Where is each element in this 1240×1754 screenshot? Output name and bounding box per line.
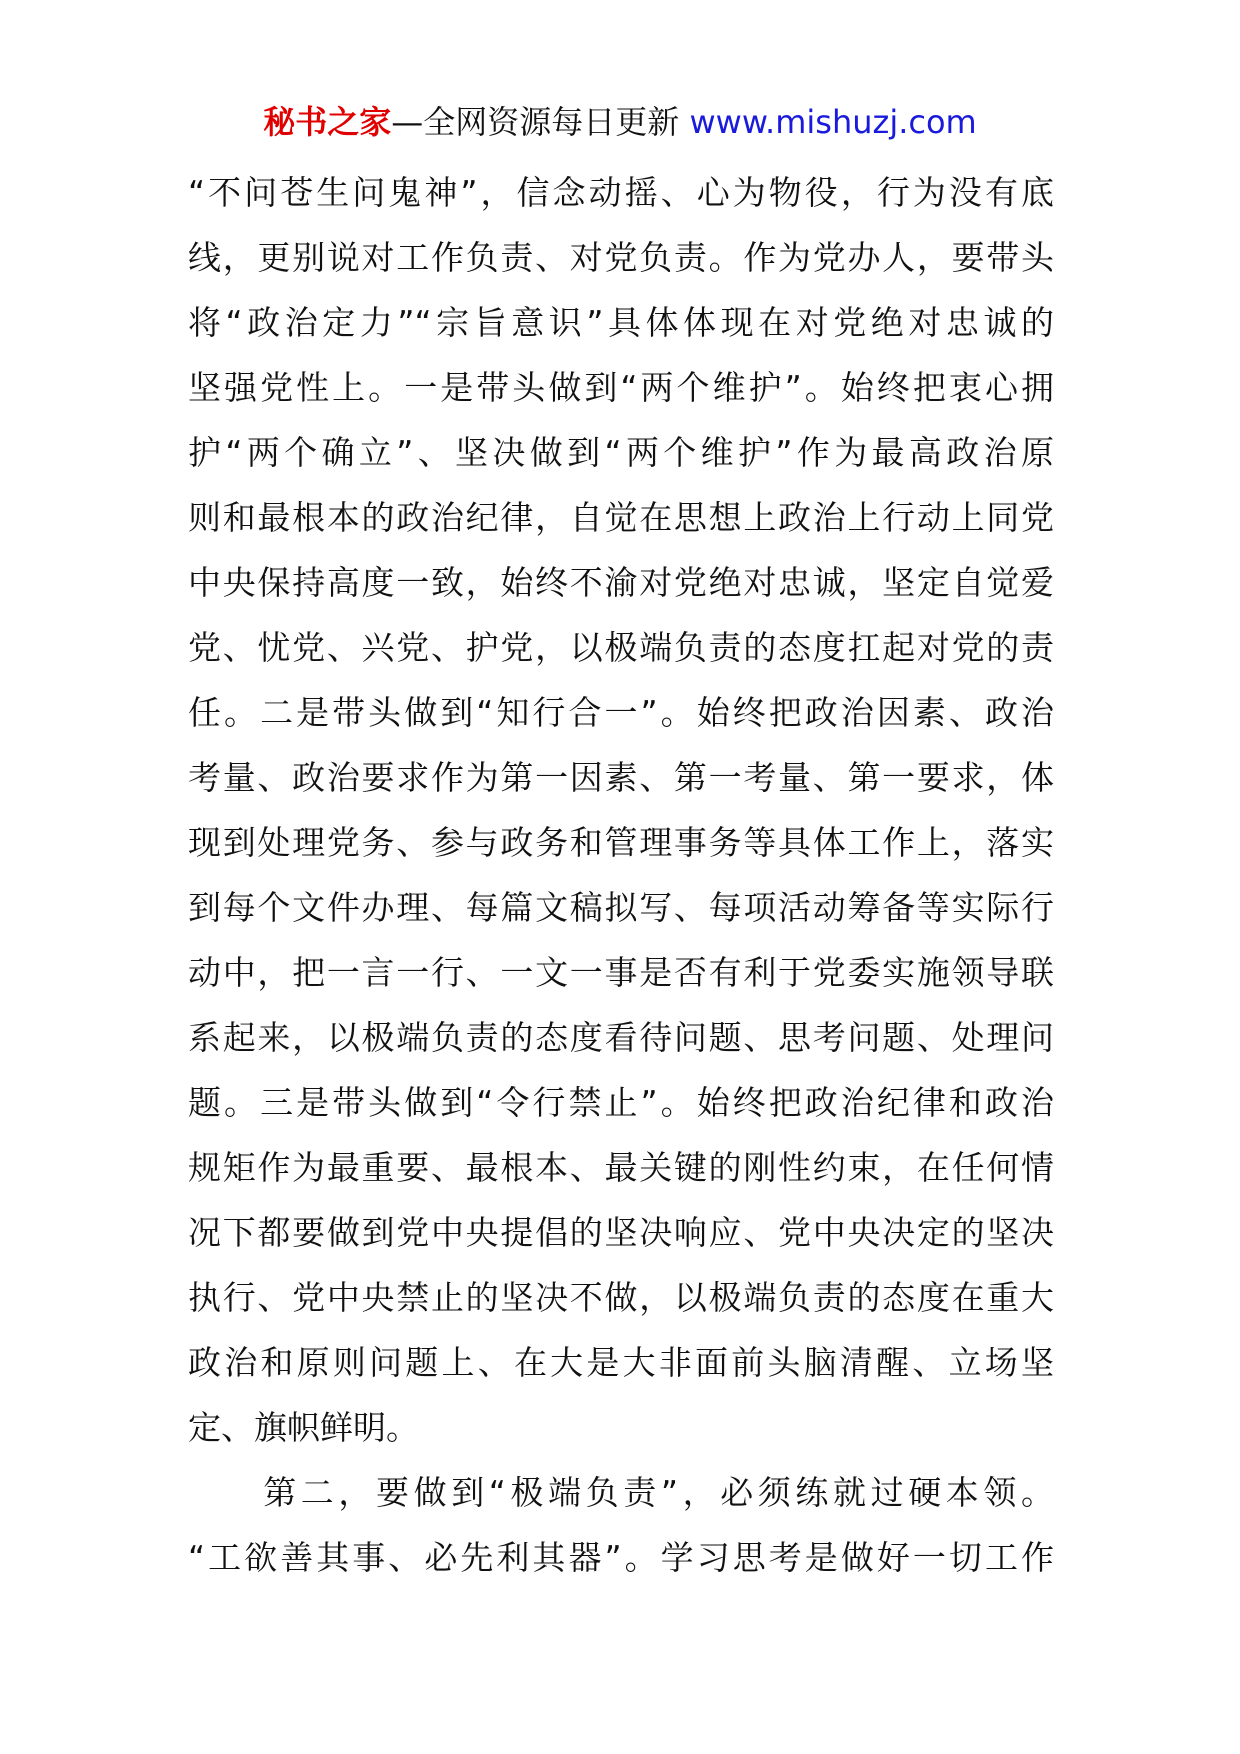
text-line: 将“政治定力”“宗旨意识”具体体现在对党绝对忠诚的 [188,303,1054,342]
document-body [188,160,1054,1590]
text-line: 现到处理党务、参与政务和管理事务等具体工作上，落实 [188,823,1054,862]
text-line: 考量、政治要求作为第一因素、第一考量、第一要求，体 [188,758,1054,797]
text-line: 动中，把一言一行、一文一事是否有利于党委实施领导联 [188,953,1054,992]
text-line: 中央保持高度一致，始终不渝对党绝对忠诚，坚定自觉爱 [188,563,1054,602]
text-line: 况下都要做到党中央提倡的坚决响应、党中央决定的坚决 [188,1213,1054,1252]
text-line: 定、旗帜鲜明。 [188,1408,419,1447]
text-line: “工欲善其事、必先利其器”。学习思考是做好一切工作 [188,1538,1054,1577]
text-line: 规矩作为最重要、最根本、最关键的刚性约束，在任何情 [188,1148,1054,1187]
text-line: 题。三是带头做到“令行禁止”。始终把政治纪律和政治 [188,1083,1054,1122]
brand-name: 秘书之家 [263,103,392,141]
text-line: 任。二是带头做到“知行合一”。始终把政治因素、政治 [188,693,1054,732]
header-tagline: —全网资源每日更新 [391,103,690,141]
text-line: 坚强党性上。一是带头做到“两个维护”。始终把衷心拥 [188,368,1054,407]
text-line: “不问苍生问鬼神”，信念动摇、心为物役，行为没有底 [188,173,1054,212]
page-header [0,100,1240,144]
text-line: 到每个文件办理、每篇文稿拟写、每项活动筹备等实际行 [188,888,1054,927]
site-url-link[interactable]: www.mishuzj.com [689,103,977,141]
text-line: 线，更别说对工作负责、对党负责。作为党办人，要带头 [188,238,1054,277]
text-line: 第二，要做到“极端负责”，必须练就过硬本领。 [188,1473,1054,1512]
text-line: 党、忧党、兴党、护党，以极端负责的态度扛起对党的责 [188,628,1054,667]
text-line: 政治和原则问题上、在大是大非面前头脑清醒、立场坚 [188,1343,1054,1382]
text-line: 系起来，以极端负责的态度看待问题、思考问题、处理问 [188,1018,1054,1057]
text-line: 护“两个确立”、坚决做到“两个维护”作为最高政治原 [188,433,1054,472]
text-line: 执行、党中央禁止的坚决不做，以极端负责的态度在重大 [188,1278,1054,1317]
text-line: 则和最根本的政治纪律，自觉在思想上政治上行动上同党 [188,498,1054,537]
